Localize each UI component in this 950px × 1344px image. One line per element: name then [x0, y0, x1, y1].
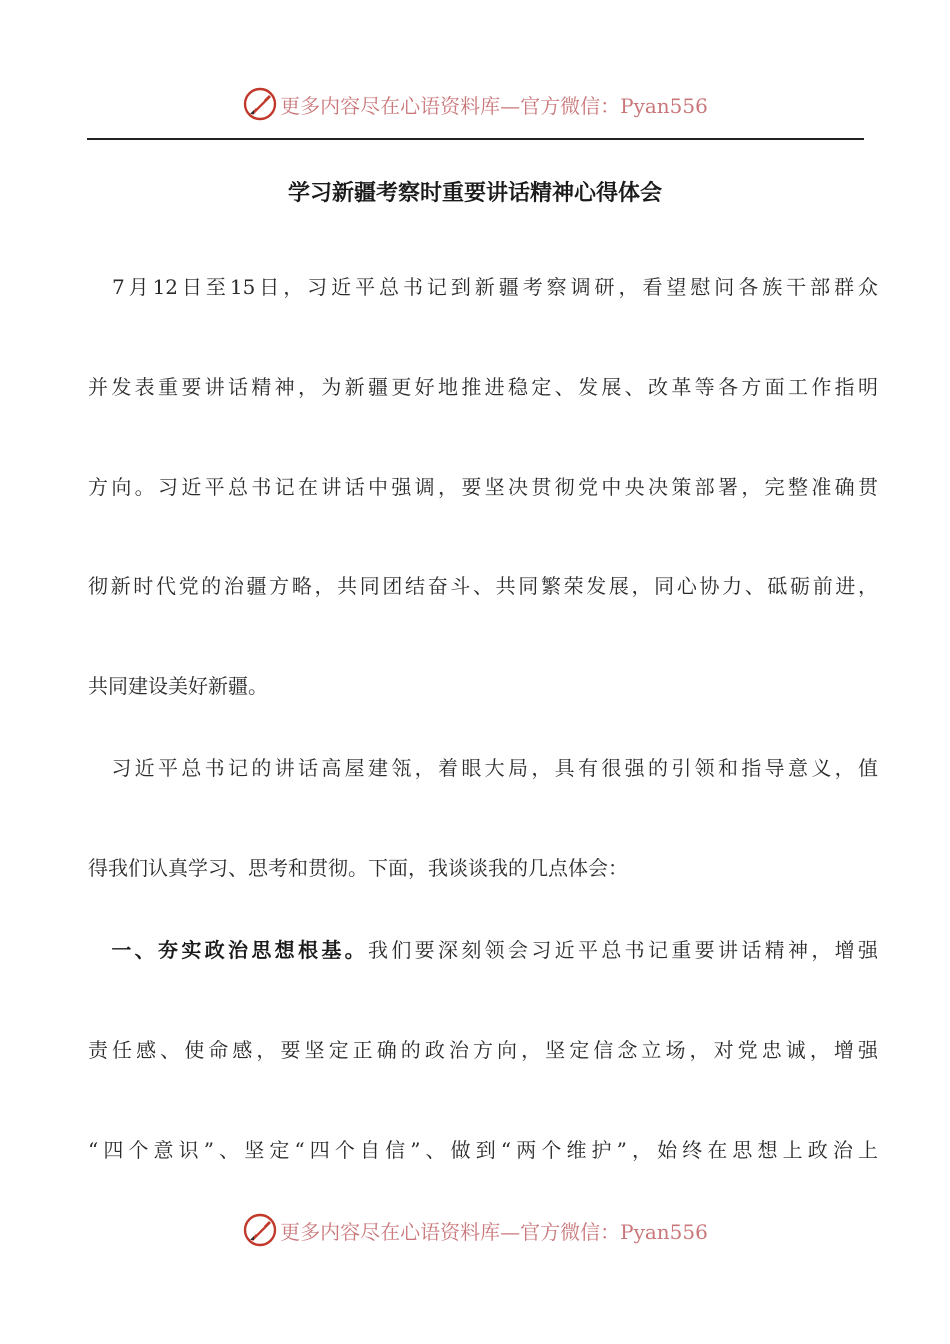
header-banner-text: 更多内容尽在心语资料库—官方微信：Pyan556: [280, 93, 708, 118]
paragraph-line: 并发表重要讲话精神，为新疆更好地推进稳定、发展、改革等各方面工作指明: [88, 375, 878, 399]
paragraph-text: 我们要深刻领会习近平总书记重要讲话精神，增强: [368, 938, 878, 962]
document-title: 学习新疆考察时重要讲话精神心得体会: [287, 181, 662, 206]
section-heading: 一、夯实政治思想根基。: [88, 938, 368, 962]
quill-pen-logo-icon: [242, 1212, 278, 1248]
paragraph-line: 7月12日至15日，习近平总书记到新疆考察调研，看望慰问各族干部群众: [88, 275, 878, 299]
paragraph-line: 责任感、使命感，要坚定正确的政治方向，坚定信念立场，对党忠诚，增强: [88, 1038, 878, 1062]
section-paragraph-line: [88, 935, 878, 965]
paragraph-line: “四个意识”、坚定“四个自信”、做到“两个维护”，始终在思想上政治上: [88, 1138, 878, 1162]
quill-pen-logo-icon: [242, 86, 278, 122]
paragraph-line: 习近平总书记的讲话高屋建瓴，着眼大局，具有很强的引领和指导意义，值: [88, 756, 878, 780]
paragraph-line: 彻新时代党的治疆方略，共同团结奋斗、共同繁荣发展，同心协力、砥砺前进，: [88, 574, 878, 598]
footer-banner: [0, 1208, 950, 1252]
paragraph-line: 共同建设美好新疆。: [88, 674, 268, 698]
header-divider: [87, 138, 864, 140]
paragraph-line: 得我们认真学习、思考和贯彻。下面，我谈谈我的几点体会：: [88, 856, 628, 880]
header-banner: [0, 82, 950, 126]
paragraph-line: 方向。习近平总书记在讲话中强调，要坚决贯彻党中央决策部署，完整准确贯: [88, 475, 878, 499]
footer-banner-text: 更多内容尽在心语资料库—官方微信：Pyan556: [280, 1219, 708, 1244]
